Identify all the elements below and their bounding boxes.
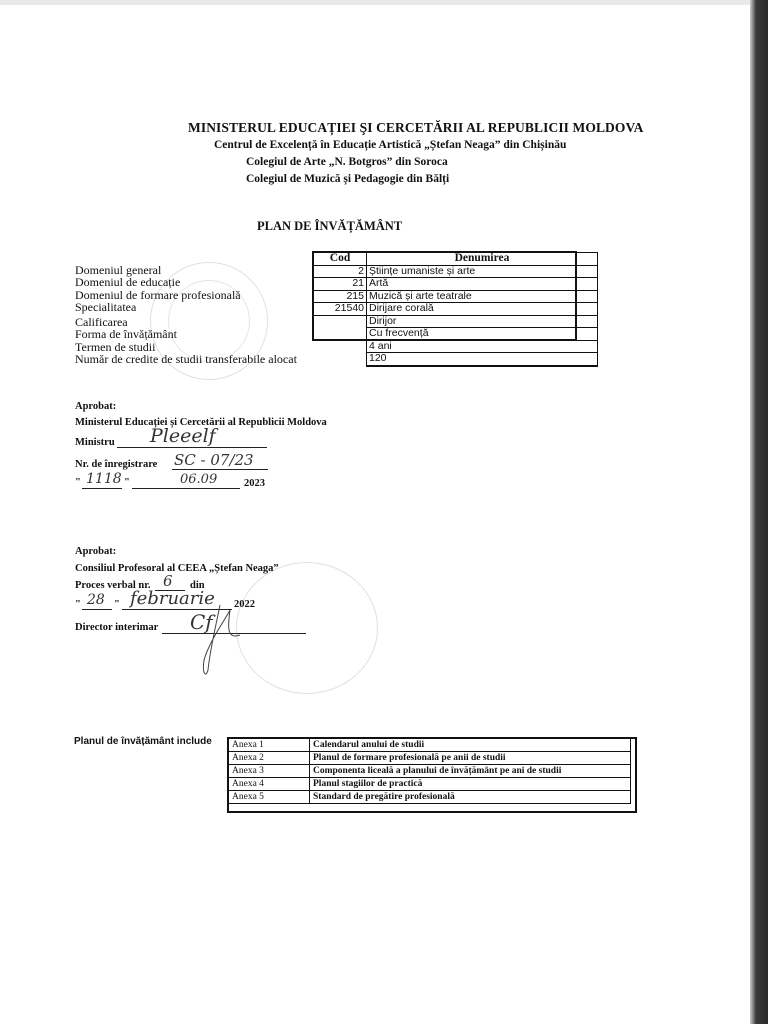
minister-signature: Pleeelf — [150, 425, 216, 447]
table-row — [314, 265, 598, 278]
approval2-day-line — [82, 609, 112, 610]
annex-id: Anexa 4 — [229, 778, 310, 791]
scan-right-edge — [750, 0, 768, 1024]
approval1-year: 2023 — [244, 478, 265, 489]
approval1-month-line — [132, 488, 240, 489]
registration-label: Nr. de înregistrare — [75, 459, 158, 470]
field-label: Domeniul de formare profesională — [75, 287, 241, 302]
field-label: Domeniul de educație — [75, 275, 181, 290]
approval2-title: Aprobat: — [75, 546, 117, 557]
col-header-denumirea: Denumirea — [367, 253, 598, 266]
approval1-day-line — [82, 488, 122, 489]
director-signature: Cf — [190, 610, 213, 634]
approval2-year: 2022 — [234, 599, 255, 610]
field-label: Specialitatea — [75, 299, 137, 314]
cod-cell — [314, 340, 367, 353]
college1-heading: Colegiul de Arte „N. Botgros” din Soroca — [246, 156, 448, 168]
approval1-title: Aprobat: — [75, 401, 117, 412]
proces-verbal-label: Proces verbal nr. — [75, 580, 151, 591]
cod-cell — [314, 315, 367, 328]
table-row — [229, 778, 631, 791]
plan-title: PLAN DE ÎNVĂȚĂMÂNT — [257, 219, 403, 233]
den-cell: Artă — [367, 278, 598, 291]
cod-cell — [314, 353, 367, 366]
approval2-day: 28 — [87, 592, 105, 608]
cod-cell: 21 — [314, 278, 367, 291]
den-cell: Dirijare corală — [367, 303, 598, 316]
registration-number: SC - 07/23 — [174, 451, 254, 469]
table-row — [229, 739, 631, 752]
den-cell: Muzică și arte teatrale — [367, 290, 598, 303]
annex-id: Anexa 5 — [229, 791, 310, 804]
table-row — [229, 791, 631, 804]
annex-id: Anexa 3 — [229, 765, 310, 778]
table-row — [229, 765, 631, 778]
code-table — [313, 252, 598, 367]
table-row — [314, 353, 598, 366]
table-row — [314, 303, 598, 316]
annex-name: Calendarul anului de studii — [310, 739, 631, 752]
annex-id: Anexa 1 — [229, 739, 310, 752]
field-label: Calificarea — [75, 315, 128, 330]
director-signature-stroke — [190, 600, 270, 680]
den-cell: Științe umaniste și arte — [367, 265, 598, 278]
table-row — [314, 278, 598, 291]
annex-name: Planul stagiilor de practică — [310, 778, 631, 791]
table-row — [229, 752, 631, 765]
table-row — [314, 328, 598, 341]
proces-din: din — [190, 580, 205, 591]
annex-name: Componenta liceală a planului de învățământ pe ani de studii — [310, 765, 631, 778]
table-row — [314, 340, 598, 353]
date2-quote-open: " — [75, 599, 81, 610]
field-label: Număr de credite de studii transferabile alocat — [75, 352, 297, 367]
field-label: Forma de învățământ — [75, 327, 177, 342]
den-cell: 120 — [367, 353, 598, 366]
cod-cell: 2 — [314, 265, 367, 278]
proces-number: 6 — [163, 572, 173, 590]
field-label: Domeniul general — [75, 263, 162, 277]
den-cell: 4 ani — [367, 340, 598, 353]
table-header-row — [314, 253, 598, 266]
table-row — [314, 290, 598, 303]
date2-quote-close: " — [114, 599, 120, 610]
registration-line — [172, 469, 268, 470]
center-heading: Centrul de Excelență în Educație Artistică „Ștefan Neaga” din Chișinău — [214, 139, 567, 151]
annexes-table — [228, 738, 631, 804]
den-cell: Cu frecvență — [367, 328, 598, 341]
date-quote-close: " — [124, 477, 130, 488]
approval1-institution: Ministerul Educației și Cercetării al Republicii Moldova — [75, 417, 327, 428]
table-row — [314, 315, 598, 328]
approval1-day: 1118 — [86, 471, 122, 487]
cod-cell: 215 — [314, 290, 367, 303]
minister-signature-line — [117, 447, 267, 448]
annex-name: Planul de formare profesională pe anii de studii — [310, 752, 631, 765]
minister-label: Ministru — [75, 437, 115, 448]
date-quote-open: " — [75, 477, 81, 488]
director-label: Director interimar — [75, 622, 159, 633]
annex-name: Standard de pregătire profesională — [310, 791, 631, 804]
approval2-month: februarie — [130, 588, 215, 609]
den-cell: Dirijor — [367, 315, 598, 328]
field-labels — [75, 264, 297, 365]
cod-cell — [314, 328, 367, 341]
approval1-month: 06.09 — [180, 472, 218, 487]
ministry-heading: MINISTERUL EDUCAȚIEI ŞI CERCETĂRII AL REPUBLICII MOLDOVA — [188, 120, 644, 135]
col-header-cod: Cod — [314, 253, 367, 266]
annex-id: Anexa 2 — [229, 752, 310, 765]
cod-cell: 21540 — [314, 303, 367, 316]
college2-heading: Colegiul de Muzică și Pedagogie din Bălți — [246, 173, 450, 185]
approval2-institution: Consiliul Profesoral al CEEA „Ștefan Neaga” — [75, 563, 279, 574]
field-label: Termen de studii — [75, 339, 156, 354]
annexes-label: Planul de învățământ include — [74, 736, 212, 747]
